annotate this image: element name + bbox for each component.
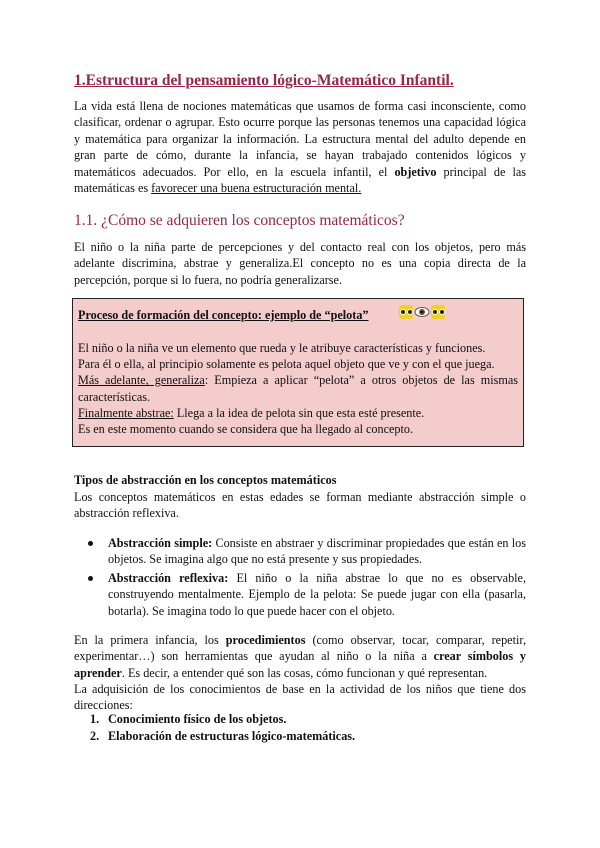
list-text: Conocimiento físico de los objetos. (108, 712, 287, 726)
bullet-term: Abstracción simple: (108, 536, 213, 550)
numbered-list (74, 711, 526, 745)
paragraph-5: La adquisición de los conocimientos de base en la actividad de los niños que tiene dos direcciones: (74, 682, 526, 713)
list-item (74, 535, 526, 568)
para4-c: (como observar, tocar, comparar, repetir, experimentar…) son herramientas que ayudan al niño o la niña a (74, 633, 526, 664)
bullet-icon (88, 576, 93, 581)
intro-text: La vida está llena de nociones matemáticas que usamos de forma casi inconsciente, como clasificar, ordenar o agrupar. Esto ocurre porque las personas tenemos una capacidad lógica y matemática para organizar la información. La estructura mental del adulto depende en gran parte de cómo, durante la infancia, se hayan trabajado contenidos lógicos y matemáticos adecuados. Por ello, en la escuela infantil, el (74, 99, 526, 179)
box-line-3 (78, 372, 518, 404)
list-item (74, 711, 526, 728)
paragraph-2: El niño o la niña parte de percepciones y del contacto real con los objetos, pero más adelante discrimina, abstrae y generaliza.El concepto no es una copia directa de la percepción, porque si lo fuera, no podría generalizarse. (74, 240, 526, 287)
bullet-term: Abstracción reflexiva: (108, 570, 229, 585)
intro-underlined: favorecer una buena estructuración mental. (151, 181, 362, 196)
para4-d: . Es decir, a entender qué son las cosas, cómo funcionan y qué representan. (121, 665, 488, 680)
box-line-5: Es en este momento cuando se considera que ha llegado al concepto. (78, 422, 414, 437)
box-line-2: Para él o ella, al principio solamente es pelota aquel objeto que ve y con el que juega. (78, 357, 495, 372)
eye-emoji-icon (414, 305, 430, 319)
eyes-emoji-icon (431, 305, 445, 319)
paragraph-3: Los conceptos matemáticos en estas edades se forman mediante abstracción simple o abstracción reflexiva. (74, 490, 526, 521)
section-heading-1: 1.Estructura del pensamiento lógico-Matemático Infantil. (74, 72, 454, 89)
intro-after: principal de las matemáticas es (74, 164, 526, 196)
eyes-emoji-icon (399, 305, 413, 319)
para4-bold-1: procedimientos (225, 633, 306, 647)
concept-process-box (72, 298, 524, 447)
bullet-icon (88, 541, 93, 546)
box-line-3-text: : Empieza a aplicar “pelota” a otros objetos de las mismas características. (78, 373, 518, 404)
section-heading-1-1: 1.1. ¿Cómo se adquieren los conceptos matemáticos? (74, 212, 405, 229)
list-number: 2. (90, 729, 100, 743)
box-line-4-underlined: Finalmente abstrae: (78, 405, 174, 420)
box-line-3-underlined: Más adelante, generaliza (78, 373, 205, 388)
abstraction-heading: Tipos de abstracción en los conceptos matemáticos (74, 473, 337, 487)
intro-bold: objetivo (394, 164, 437, 179)
para4-a: En la primera infancia, los (74, 633, 226, 647)
bullet-text: El niño o la niña abstrae lo que no es observable, construyendo mentalmente. Ejemplo de la pelota: Se puede jugar con ella (pasarla, botarla). Se imagina todo lo que puede hacer con el objeto. (108, 570, 527, 618)
paragraph-4 (74, 632, 526, 681)
box-title: Proceso de formación del concepto: ejemplo de “pelota” (78, 308, 369, 322)
abstraction-list (74, 535, 526, 621)
list-number: 1. (90, 712, 100, 726)
emoji-group (399, 305, 445, 319)
box-line-4 (78, 405, 518, 421)
list-item (74, 570, 526, 619)
box-line-4-text: Llega a la idea de pelota sin que esta esté presente. (173, 405, 425, 420)
para4-bold-2: crear símbolos y aprender (74, 649, 527, 680)
bullet-text: Consiste en abstraer y discriminar propiedades que están en los objetos. Se imagina algo que no está presente y sus propiedades. (108, 536, 526, 567)
list-item (74, 728, 526, 745)
box-line-1: El niño o la niña ve un elemento que rueda y le atribuye características y funciones. (78, 341, 486, 355)
list-text: Elaboración de estructuras lógico-matemáticas. (108, 729, 356, 743)
intro-paragraph (74, 98, 526, 196)
